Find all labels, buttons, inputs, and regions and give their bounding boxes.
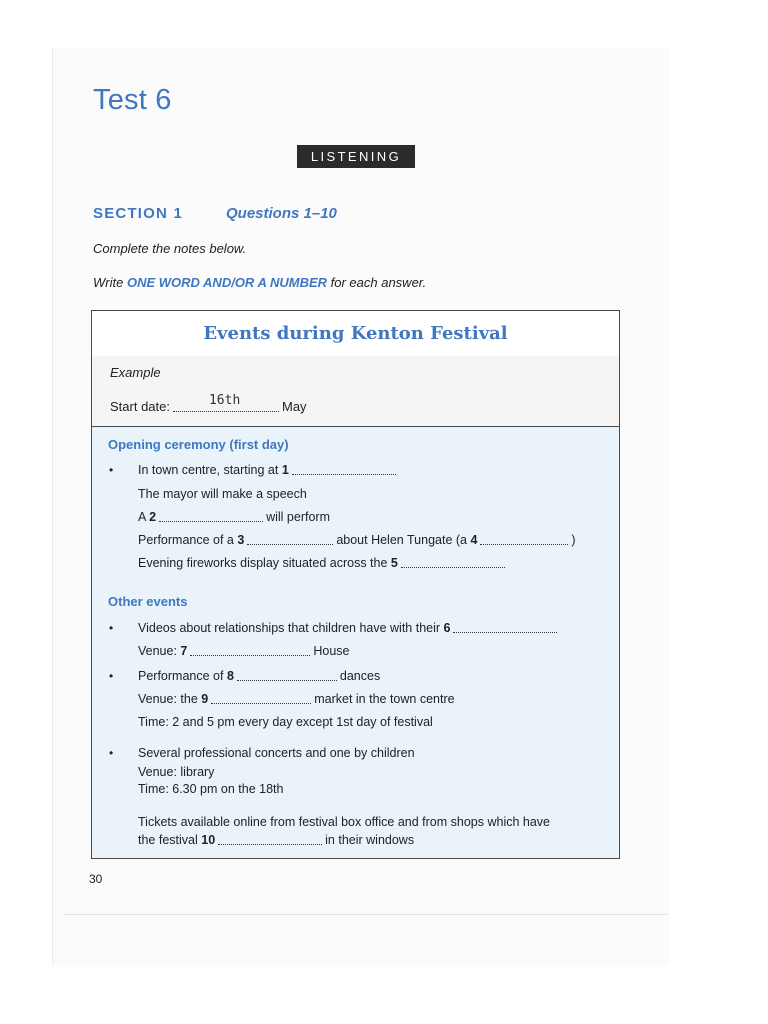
question-9-number: 9 <box>201 692 209 706</box>
windows-text: in their windows <box>325 833 415 847</box>
will-perform-text: will perform <box>266 510 330 524</box>
answer-blank-2[interactable] <box>159 511 263 522</box>
question-2-number: 2 <box>149 510 157 524</box>
dances-text: dances <box>339 669 381 683</box>
notes-box <box>91 310 620 859</box>
the-festival-text: the festival <box>138 833 198 847</box>
question-1-number: 1 <box>281 463 289 477</box>
performance-of-text: Performance of <box>138 669 224 683</box>
library-venue-line: Venue: library <box>138 765 215 779</box>
questions-range: Questions 1–10 <box>226 205 337 222</box>
bullet: • <box>109 463 114 477</box>
instruction-emphasis: ONE WORD AND/OR A NUMBER <box>126 275 328 290</box>
venue-9-line <box>138 692 455 706</box>
notes-title: Events during Kenton Festival <box>92 311 619 357</box>
section-label: SECTION 1 <box>93 205 183 222</box>
start-date-suffix: May <box>281 399 307 414</box>
example-answer-blank <box>173 393 279 412</box>
test-title: Test 6 <box>93 84 172 116</box>
instruction-prefix: Write <box>93 275 124 290</box>
question-4-number: 4 <box>470 533 478 547</box>
bullet: • <box>109 621 114 635</box>
dance-time-line: Time: 2 and 5 pm every day except 1st day of festival <box>138 715 433 729</box>
bullet: • <box>109 746 114 760</box>
other-events-heading: Other events <box>108 594 188 609</box>
question-8-number: 8 <box>226 669 234 683</box>
market-text: market in the town centre <box>314 692 455 706</box>
opening-line-3 <box>138 510 330 524</box>
instruction-suffix: for each answer. <box>330 275 427 290</box>
tickets-line: Tickets available online from festival box office and from shops which have <box>138 815 551 829</box>
instruction-answer-format <box>93 275 426 290</box>
opening-start-text: In town centre, starting at <box>138 463 279 477</box>
answer-blank-5[interactable] <box>401 557 505 568</box>
question-3-number: 3 <box>237 533 245 547</box>
answer-blank-6[interactable] <box>453 622 557 633</box>
answer-blank-4[interactable] <box>480 534 568 545</box>
house-text: House <box>313 644 350 658</box>
instruction-complete-notes: Complete the notes below. <box>93 241 247 256</box>
answer-blank-3[interactable] <box>247 534 333 545</box>
opening-line-1 <box>138 463 399 477</box>
page-bottom-rule <box>64 914 668 915</box>
opening-line-4 <box>138 533 576 547</box>
answer-blank-8[interactable] <box>237 670 337 681</box>
performance-text: Performance of a <box>138 533 234 547</box>
bullet: • <box>109 669 114 683</box>
videos-text: Videos about relationships that children have with their <box>138 621 441 635</box>
page-number: 30 <box>89 872 103 886</box>
opening-line-5 <box>138 556 508 570</box>
question-10-number: 10 <box>201 833 216 847</box>
start-date-label: Start date: <box>110 399 170 414</box>
festival-10-line <box>138 833 414 847</box>
concert-time-line: Time: 6.30 pm on the 18th <box>138 782 284 796</box>
concerts-line: Several professional concerts and one by children <box>138 746 415 760</box>
close-paren: ) <box>571 533 576 547</box>
start-date-line <box>110 393 307 414</box>
example-section <box>92 356 619 427</box>
listening-badge: LISTENING <box>297 145 415 168</box>
notes-body <box>92 427 619 858</box>
opening-line-2: The mayor will make a speech <box>138 487 307 501</box>
videos-line <box>138 621 560 635</box>
venue-label: Venue: <box>138 644 177 658</box>
example-label: Example <box>110 365 161 380</box>
opening-a-text: A <box>138 510 146 524</box>
answer-blank-7[interactable] <box>190 645 310 656</box>
dances-line <box>138 669 380 683</box>
question-7-number: 7 <box>180 644 188 658</box>
fireworks-text: Evening fireworks display situated across the <box>138 556 388 570</box>
answer-blank-10[interactable] <box>218 834 322 845</box>
venue-the-label: Venue: the <box>138 692 198 706</box>
question-6-number: 6 <box>443 621 451 635</box>
answer-blank-1[interactable] <box>292 464 396 475</box>
opening-ceremony-heading: Opening ceremony (first day) <box>108 437 289 452</box>
venue-7-line <box>138 644 350 658</box>
example-answer: 16th <box>208 393 241 408</box>
question-5-number: 5 <box>390 556 398 570</box>
answer-blank-9[interactable] <box>211 693 311 704</box>
helen-tungate-text: about Helen Tungate (a <box>336 533 467 547</box>
